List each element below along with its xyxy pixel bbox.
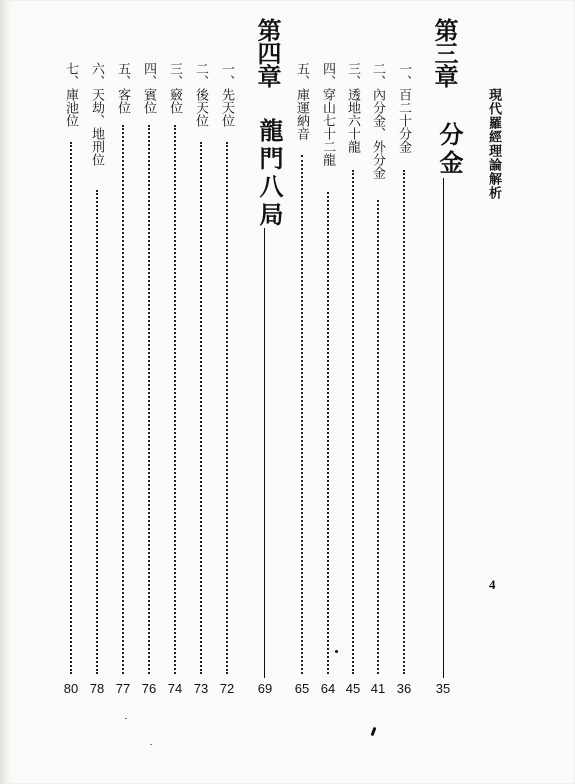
scan-mark: [371, 727, 377, 736]
toc-leader-4-4: [148, 125, 150, 674]
toc-page-3-2: 41: [370, 681, 386, 696]
toc-page-4-4: 76: [141, 681, 157, 696]
toc-leader-3-1: [403, 170, 405, 674]
toc-leader-4-6: [96, 190, 98, 674]
toc-entry-4-2: 二、後天位: [193, 62, 208, 127]
toc-leader-4-2: [200, 142, 202, 674]
toc-entry-4-6: 六、天劫、地刑位: [89, 62, 104, 166]
toc-leader-3-5: [301, 155, 303, 674]
book-title: 現代羅經理論解析: [486, 88, 501, 200]
toc-page-3-1: 36: [396, 681, 412, 696]
toc-entry-4-1: 一、先天位: [219, 62, 234, 127]
toc-entry-4-3: 三、竅位: [167, 62, 182, 114]
toc-page-3-5: 65: [294, 681, 310, 696]
toc-page-4-3: 74: [167, 681, 183, 696]
toc-page-4-5: 77: [115, 681, 131, 696]
toc-entry-3-2: 二、內分金、外分金: [370, 62, 385, 179]
toc-entry-3-4: 四、穿山七十二龍: [320, 62, 335, 166]
toc-entry-3-5: 五、庫運納音: [294, 62, 309, 140]
scan-speck: [150, 744, 152, 745]
toc-entry-3-1: 一、百二十分金: [396, 62, 411, 153]
toc-entry-4-4: 四、賓位: [141, 62, 156, 114]
chapter-3-leader-line: [443, 178, 444, 678]
chapter-3-title: 分金: [435, 122, 463, 178]
toc-page-4-1: 72: [219, 681, 235, 696]
scan-speck: [335, 650, 338, 653]
toc-leader-4-3: [174, 125, 176, 674]
toc-page-3-4: 64: [320, 681, 336, 696]
toc-page-4-2: 73: [193, 681, 209, 696]
chapter-3-number: 第三章: [430, 18, 458, 87]
chapter-4-page: 69: [257, 681, 273, 696]
toc-leader-3-4: [327, 192, 329, 674]
toc-page-4-7: 80: [63, 681, 79, 696]
toc-entry-3-3: 三、透地六十龍: [345, 62, 360, 153]
chapter-3-page: 35: [435, 681, 451, 696]
toc-leader-4-5: [122, 125, 124, 674]
toc-entry-4-5: 五、客位: [115, 62, 130, 114]
toc-entry-4-7: 七、庫池位: [63, 62, 78, 127]
scan-edge-shadow: [0, 0, 12, 784]
page-number: 4: [489, 577, 496, 592]
toc-page-4-6: 78: [89, 681, 105, 696]
toc-leader-3-3: [352, 170, 354, 674]
toc-leader-3-2: [377, 200, 379, 674]
toc-page-3-3: 45: [345, 681, 361, 696]
scan-speck: [125, 718, 127, 719]
toc-leader-4-1: [226, 142, 228, 674]
chapter-4-title: 龍門八局: [255, 118, 283, 230]
chapter-4-leader-line: [264, 228, 265, 678]
chapter-4-number: 第四章: [253, 18, 281, 87]
toc-leader-4-7: [70, 142, 72, 674]
